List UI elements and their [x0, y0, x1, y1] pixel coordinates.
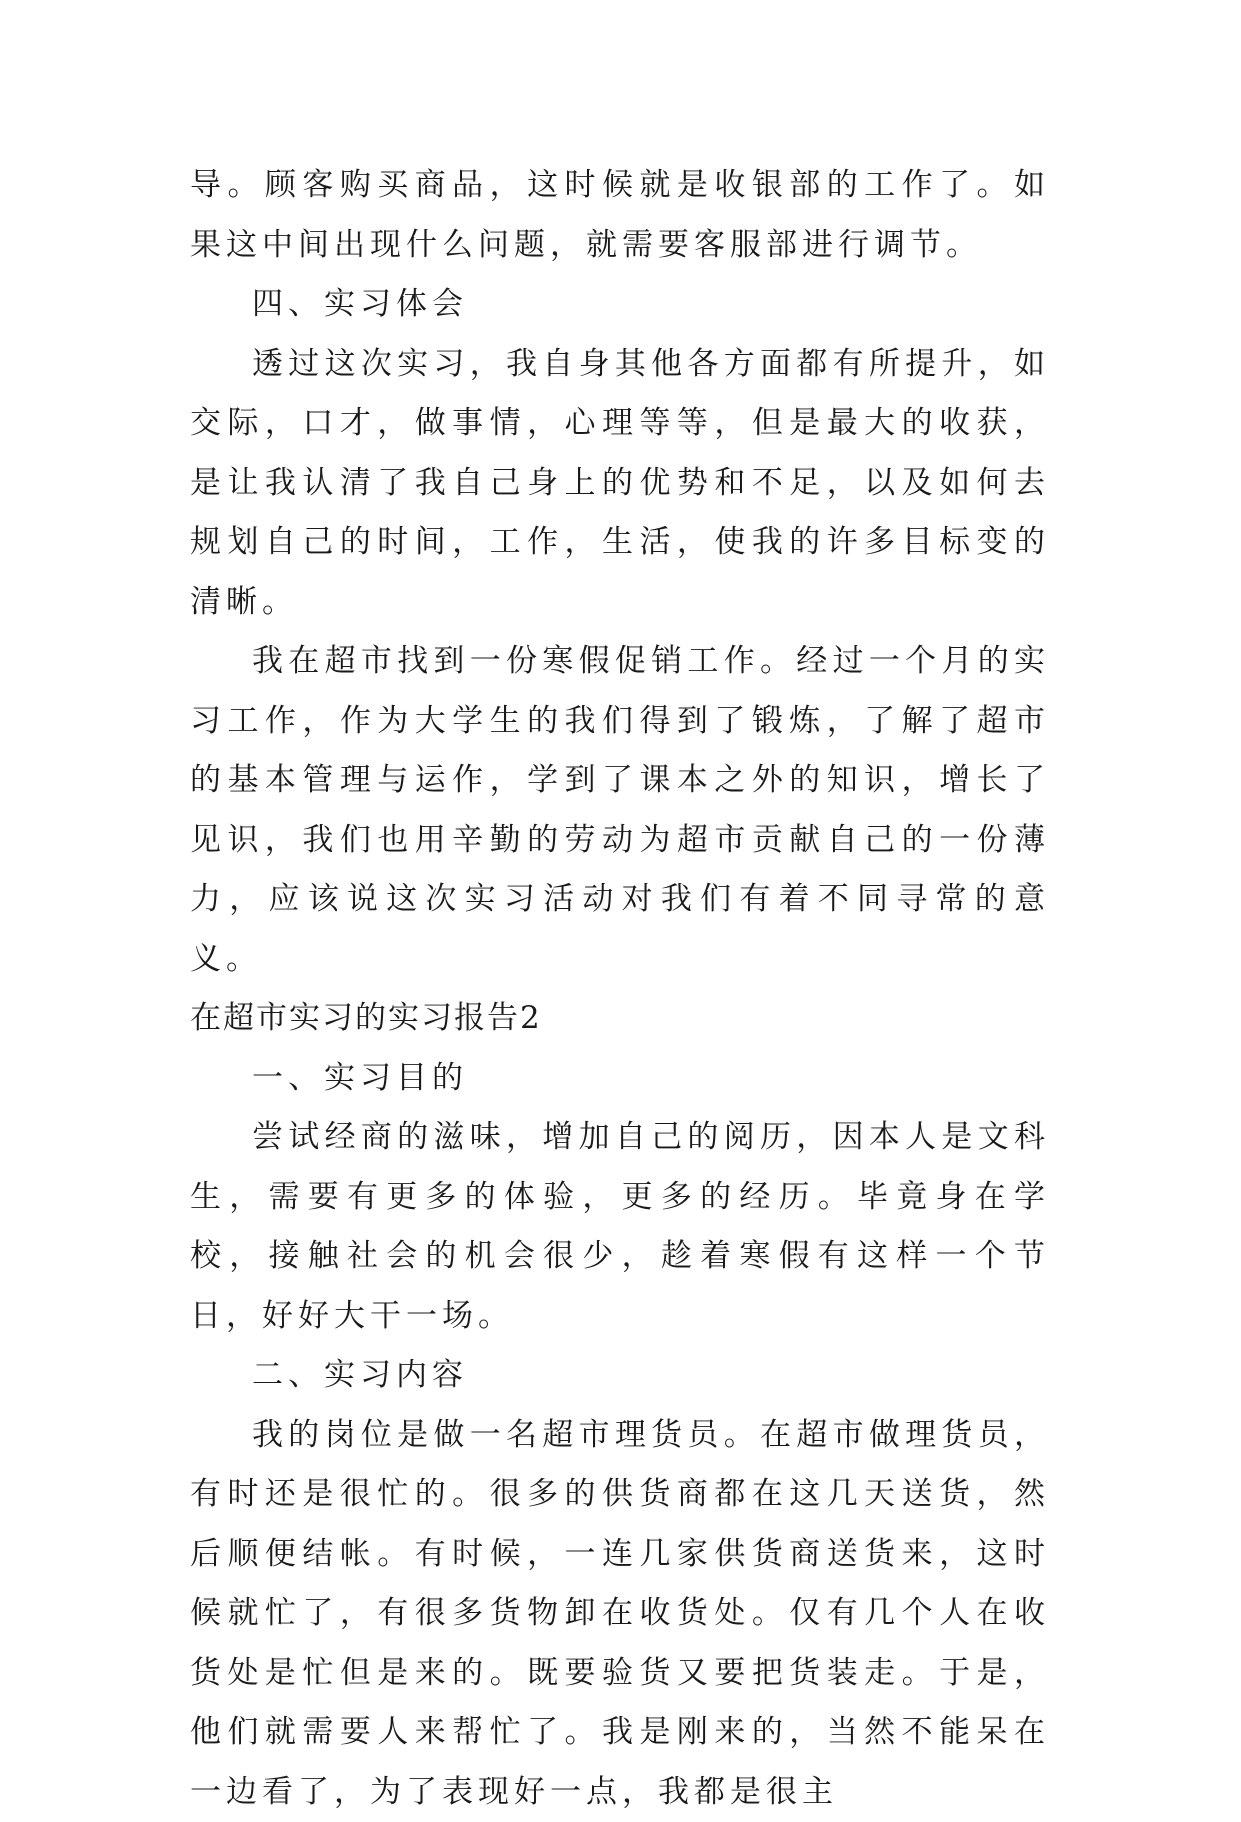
- paragraph: 导。顾客购买商品，这时候就是收银部的工作了。如果这中间出现什么问题，就需要客服部进行调节。: [190, 156, 1050, 275]
- paragraph: 透过这次实习，我自身其他各方面都有所提升，如交际，口才，做事情，心理等等，但是最大的收获，是让我认清了我自己身上的优势和不足，以及如何去规划自己的时间，工作，生活，使我的许多目标变的清晰。: [190, 335, 1050, 633]
- section-heading: 二、实习内容: [190, 1346, 1050, 1406]
- paragraph: 尝试经商的滋味，增加自己的阅历，因本人是文科生，需要有更多的体验，更多的经历。毕竟身在学校，接触社会的机会很少，趁着寒假有这样一个节日，好好大干一场。: [190, 1108, 1050, 1346]
- document-body: [190, 156, 1050, 1822]
- paragraph: 我在超市找到一份寒假促销工作。经过一个月的实习工作，作为大学生的我们得到了锻炼，了解了超市的基本管理与运作，学到了课本之外的知识，增长了见识，我们也用辛勤的劳动为超市贡献自己的一份薄力，应该说这次实习活动对我们有着不同寻常的意义。: [190, 632, 1050, 989]
- section-heading: 四、实习体会: [190, 275, 1050, 335]
- paragraph: 我的岗位是做一名超市理货员。在超市做理货员，有时还是很忙的。很多的供货商都在这几天送货，然后顺便结帐。有时候，一连几家供货商送货来，这时候就忙了，有很多货物卸在收货处。仅有几个人在收货处是忙但是来的。既要验货又要把货装走。于是，他们就需要人来帮忙了。我是刚来的，当然不能呆在一边看了，为了表现好一点，我都是很主: [190, 1406, 1050, 1822]
- report-title: 在超市实习的实习报告2: [190, 989, 1050, 1049]
- section-heading: 一、实习目的: [190, 1049, 1050, 1109]
